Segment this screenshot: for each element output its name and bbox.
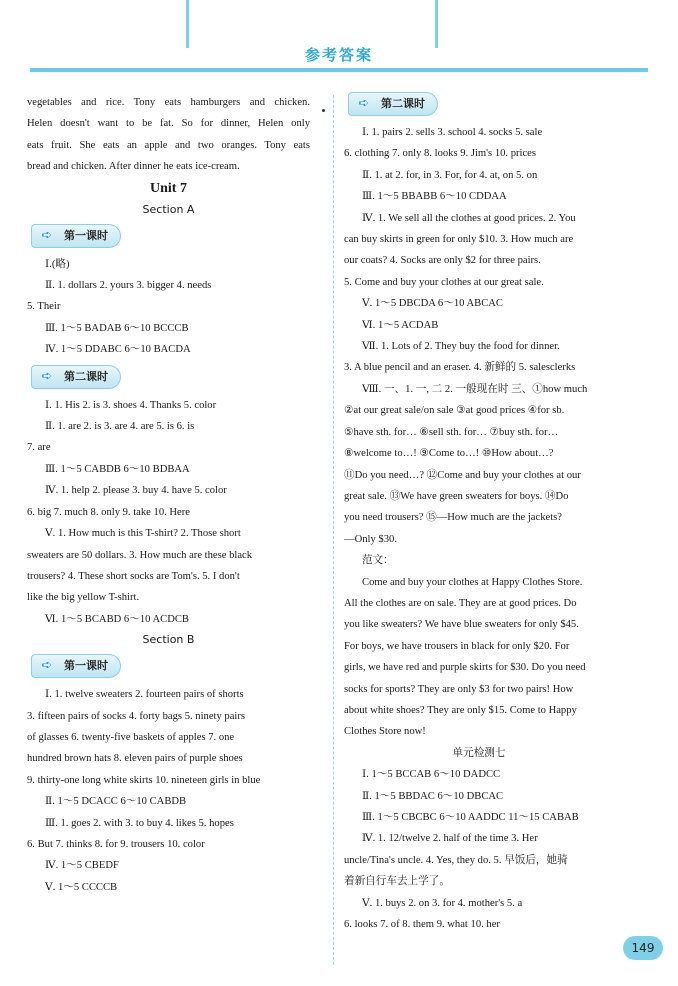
answer-line: ⑧welcome to…! ⑨Come to…! ⑩How about…? <box>344 448 554 460</box>
essay-line: Clothes Store now! <box>344 726 426 738</box>
answer-line: —Only $30. <box>344 533 397 545</box>
answer-line: Ⅰ.(略) <box>45 258 70 270</box>
answer-line: Ⅷ. 一、1. 一, 二 2. 一般现在时 三、①how much <box>362 383 588 395</box>
right-column <box>344 92 614 935</box>
answer-line: Ⅴ. 1. buys 2. on 3. for 4. mother's 5. a <box>362 897 523 909</box>
essay-line: about white shoes? They are only $15. Come to Happy <box>344 704 577 716</box>
answer-line: Ⅰ. 1. twelve sweaters 2. fourteen pairs of shorts <box>45 689 244 701</box>
answer-line: Ⅱ. 1～5 BBDAC 6～10 DBCAC <box>362 790 504 802</box>
answer-line: 6. clothing 7. only 8. looks 9. Jim's 10. prices <box>344 148 537 160</box>
page-header-title: 参考答案 <box>304 46 373 64</box>
answer-line: Ⅳ. 1. 12/twelve 2. half of the time 3. Her <box>362 833 538 845</box>
section-b-title: Section B <box>142 633 195 647</box>
text-line: eats fruit. She eats an apple and two oranges. Tony eats <box>27 139 310 151</box>
header-rule-left <box>186 0 189 48</box>
answer-line: like the big yellow T-shirt. <box>27 592 140 604</box>
bullet-dot <box>322 109 325 112</box>
left-column <box>27 92 310 898</box>
answer-line: 6. big 7. much 8. only 9. take 10. Here <box>27 506 190 518</box>
answer-line: 5. Their <box>27 301 61 313</box>
test-title: 单元检测七 <box>452 746 506 759</box>
lesson-badge <box>31 224 121 248</box>
lesson-badge-label: 第一课时 <box>64 228 108 242</box>
answer-line: Ⅰ. 1～5 BCCAB 6～10 DADCC <box>362 769 501 781</box>
essay-line: you like sweaters? We have blue sweaters for only $45. <box>344 619 579 631</box>
answer-line: Ⅲ. 1～5 CBCBC 6～10 AADDC 11～15 CABAB <box>362 812 579 823</box>
answer-line: Ⅶ. 1. Lots of 2. They buy the food for dinner. <box>362 341 560 353</box>
answer-line: Ⅲ. 1～5 BBABB 6～10 CDDAA <box>362 191 507 203</box>
answer-line: Ⅱ. 1. at 2. for, in 3. For, for 4. at, on 5. on <box>362 169 538 181</box>
column-divider <box>333 95 334 965</box>
answer-line: ⑪Do you need…? ⑫Come and buy your clothes at our <box>344 469 581 481</box>
text-line: vegetables and rice. Tony eats hamburgers and chicken. <box>27 97 310 108</box>
answer-line: Ⅲ. 1～5 BADAB 6～10 BCCCB <box>45 322 189 334</box>
answer-line: Ⅱ. 1～5 DCACC 6～10 CABDB <box>45 796 187 808</box>
answer-line: 9. thirty-one long white skirts 10. nineteen girls in blue <box>27 774 261 786</box>
lesson-badge <box>31 654 121 678</box>
answer-line: Ⅳ. 1. help 2. please 3. buy 4. have 5. color <box>45 485 227 497</box>
answer-line: Ⅱ. 1. dollars 2. yours 3. bigger 4. needs <box>45 280 212 292</box>
answer-line: of glasses 6. twenty-five baskets of apples 7. one <box>27 731 235 743</box>
lesson-badge-label: 第二课时 <box>381 97 425 111</box>
answer-line: Ⅴ. 1～5 DBCDA 6～10 ABCAC <box>362 298 503 310</box>
answer-line: trousers? 4. These short socks are Tom's. 5. I don't <box>27 570 240 582</box>
answer-line: Ⅳ. 1～5 DDABC 6～10 BACDA <box>45 344 191 356</box>
arrow-icon: ➪ <box>41 658 53 674</box>
answer-line: Ⅱ. 1. are 2. is 3. are 4. are 5. is 6. is <box>45 421 195 433</box>
answer-line: Ⅴ. 1～5 CCCCB <box>45 881 118 893</box>
answer-line: Ⅲ. 1～5 CABDB 6～10 BDBAA <box>45 463 190 475</box>
arrow-icon: ➪ <box>358 96 370 111</box>
answer-line: our coats? 4. Socks are only $2 for three pairs. <box>344 255 541 267</box>
lesson-badge <box>348 92 438 116</box>
answer-line: 5. Come and buy your clothes at our great sale. <box>344 276 544 288</box>
answer-line: ②at our great sale/on sale ③at good prices ④for sb. <box>344 405 565 417</box>
page-number: 149 <box>623 936 663 960</box>
answer-line: 3. A blue pencil and an eraser. 4. 新鲜的 5. salesclerks <box>344 362 576 374</box>
header-rule-right <box>435 0 438 48</box>
answer-line: ⑤have sth. for… ⑥sell sth. for… ⑦buy sth. for… <box>344 426 559 438</box>
answer-line: 着新自行车去上学了。 <box>344 876 450 888</box>
answer-line: Ⅳ. 1～5 CBEDF <box>45 860 119 872</box>
essay-line: girls, we have red and purple skirts for $30. Do you need <box>344 662 586 674</box>
answer-line: you need trousers? ⑮—How much are the jackets? <box>344 512 562 524</box>
answer-line: sweaters are 50 dollars. 3. How much are these black <box>27 549 253 561</box>
answer-line: Ⅵ. 1～5 ACDAB <box>362 319 439 331</box>
answer-line: uncle/Tina's uncle. 4. Yes, they do. 5. 早饭后，她骑 <box>344 854 568 866</box>
arrow-icon: ➪ <box>41 227 53 243</box>
fanwen-label: 范文： <box>362 555 394 567</box>
lesson-badge-label: 第一课时 <box>64 659 108 673</box>
text-line: Helen doesn't want to be fat. So for dinner, Helen only <box>27 118 310 130</box>
answer-line: 6. looks 7. of 8. them 9. what 10. her <box>344 919 500 931</box>
answer-line: great sale. ⑬We have green sweaters for boys. ⑭Do <box>344 490 569 502</box>
answer-line: 6. But 7. thinks 8. for 9. trousers 10. color <box>27 838 205 850</box>
answer-line: Ⅰ. 1. His 2. is 3. shoes 4. Thanks 5. color <box>45 399 217 411</box>
answer-line: Ⅲ. 1. goes 2. with 3. to buy 4. likes 5. hopes <box>45 817 234 829</box>
essay-line: All the clothes are on sale. They are at good prices. Do <box>344 597 577 609</box>
answer-line: can buy skirts in green for only $10. 3. How much are <box>344 234 574 246</box>
answer-line: Ⅳ. 1. We sell all the clothes at good prices. 2. You <box>362 212 576 224</box>
answer-line: 7. are <box>27 442 51 454</box>
essay-line: Come and buy your clothes at Happy Clothes Store. <box>362 576 583 588</box>
essay-line: For boys, we have trousers in black for only $20. For <box>344 640 570 652</box>
answer-line: 3. fifteen pairs of socks 4. forty bags 5. ninety pairs <box>27 710 246 722</box>
text-line: bread and chicken. After dinner he eats ice-cream. <box>27 161 240 173</box>
arrow-icon: ➪ <box>41 368 53 384</box>
unit-title: Unit 7 <box>150 180 187 196</box>
header-bar <box>30 68 648 72</box>
answer-line: Ⅵ. 1～5 BCABD 6～10 ACDCB <box>45 613 189 625</box>
section-a-title: Section A <box>142 202 195 216</box>
answer-line: hundred brown hats 8. eleven pairs of purple shoes <box>27 753 243 765</box>
essay-line: socks for sports? They are only $3 for two pairs! How <box>344 683 574 695</box>
lesson-badge-label: 第二课时 <box>64 369 108 383</box>
lesson-badge <box>31 365 121 389</box>
answer-line: Ⅴ. 1. How much is this T-shirt? 2. Those short <box>45 528 241 540</box>
answer-line: Ⅰ. 1. pairs 2. sells 3. school 4. socks 5. sale <box>362 127 543 138</box>
